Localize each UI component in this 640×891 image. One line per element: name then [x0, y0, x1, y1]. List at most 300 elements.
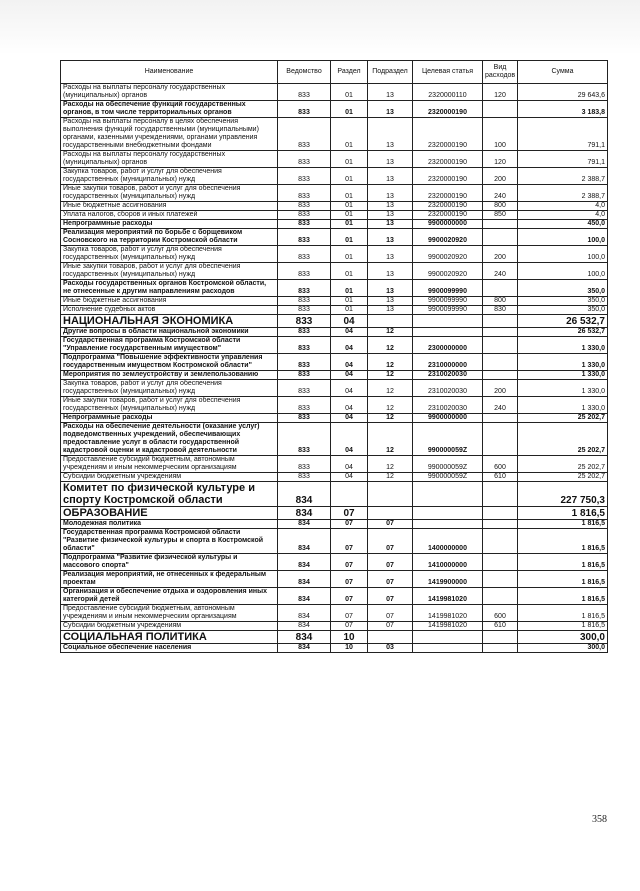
cell-subsection: 13 — [368, 229, 413, 246]
table-row — [61, 371, 608, 380]
cell-department: 833 — [278, 328, 331, 337]
table-row — [61, 588, 608, 605]
cell-target-item: 2310000000 — [413, 354, 483, 371]
cell-section: 07 — [331, 605, 368, 622]
cell-expense-type — [483, 571, 518, 588]
cell-subsection: 13 — [368, 118, 413, 151]
cell-name: Непрограммные расходы — [61, 414, 278, 423]
cell-amount: 4,0 — [518, 202, 608, 211]
cell-subsection: 07 — [368, 520, 413, 529]
cell-amount: 1 330,0 — [518, 371, 608, 380]
cell-target-item: 2320000190 — [413, 151, 483, 168]
cell-amount: 26 532,7 — [518, 315, 608, 328]
cell-name: НАЦИОНАЛЬНАЯ ЭКОНОМИКА — [61, 315, 278, 328]
cell-amount: 1 330,0 — [518, 354, 608, 371]
cell-target-item: 990000059Z — [413, 456, 483, 473]
cell-department: 833 — [278, 414, 331, 423]
cell-department: 833 — [278, 185, 331, 202]
cell-target-item: 2320000190 — [413, 101, 483, 118]
cell-subsection: 13 — [368, 84, 413, 101]
table-row — [61, 631, 608, 644]
cell-section: 07 — [331, 520, 368, 529]
cell-expense-type — [483, 328, 518, 337]
cell-subsection: 12 — [368, 456, 413, 473]
cell-target-item: 9900099990 — [413, 297, 483, 306]
cell-name: Закупка товаров, работ и услуг для обеспечения государственных (муниципальных) нужд — [61, 380, 278, 397]
cell-department: 833 — [278, 371, 331, 380]
cell-amount: 1 816,5 — [518, 529, 608, 554]
cell-subsection: 12 — [368, 473, 413, 482]
table-row — [61, 380, 608, 397]
cell-subsection: 13 — [368, 280, 413, 297]
header-target-item: Целевая статья — [413, 61, 483, 84]
cell-subsection: 12 — [368, 371, 413, 380]
cell-target-item: 9900020920 — [413, 229, 483, 246]
cell-name: СОЦИАЛЬНАЯ ПОЛИТИКА — [61, 631, 278, 644]
cell-section: 04 — [331, 414, 368, 423]
cell-department: 833 — [278, 315, 331, 328]
cell-name: Непрограммные расходы — [61, 220, 278, 229]
cell-amount: 1 816,5 — [518, 520, 608, 529]
cell-amount: 350,0 — [518, 280, 608, 297]
cell-target-item: 9900020920 — [413, 263, 483, 280]
cell-expense-type: 600 — [483, 456, 518, 473]
cell-target-item: 2310020030 — [413, 380, 483, 397]
budget-table — [60, 60, 608, 653]
cell-subsection: 07 — [368, 588, 413, 605]
cell-department: 833 — [278, 263, 331, 280]
cell-target-item — [413, 507, 483, 520]
cell-target-item: 990000059Z — [413, 423, 483, 456]
cell-expense-type — [483, 482, 518, 507]
cell-expense-type: 610 — [483, 473, 518, 482]
cell-name: Предоставление субсидий бюджетным, автономным учреждениям и иным некоммерческим организациям — [61, 456, 278, 473]
cell-section: 01 — [331, 246, 368, 263]
table-row — [61, 84, 608, 101]
cell-amount: 1 330,0 — [518, 380, 608, 397]
table-row — [61, 306, 608, 315]
cell-subsection: 13 — [368, 185, 413, 202]
cell-subsection: 12 — [368, 354, 413, 371]
cell-subsection: 12 — [368, 337, 413, 354]
cell-name: Субсидии бюджетным учреждениям — [61, 622, 278, 631]
cell-department: 833 — [278, 246, 331, 263]
table-row — [61, 328, 608, 337]
table-row — [61, 246, 608, 263]
cell-target-item — [413, 482, 483, 507]
cell-amount: 2 388,7 — [518, 185, 608, 202]
cell-name: Расходы на обеспечение деятельности (оказание услуг) подведомственных учреждений, обеспечивающих предоставление услуг в области государственной кадастровой оценки и кадастровой деятельности — [61, 423, 278, 456]
cell-amount: 2 388,7 — [518, 168, 608, 185]
table-row — [61, 397, 608, 414]
cell-department: 833 — [278, 337, 331, 354]
cell-name: Закупка товаров, работ и услуг для обеспечения государственных (муниципальных) нужд — [61, 168, 278, 185]
table-row — [61, 280, 608, 297]
cell-section: 04 — [331, 380, 368, 397]
cell-section: 07 — [331, 571, 368, 588]
cell-subsection: 13 — [368, 211, 413, 220]
cell-section: 04 — [331, 315, 368, 328]
cell-amount: 791,1 — [518, 118, 608, 151]
cell-subsection: 13 — [368, 263, 413, 280]
cell-expense-type — [483, 280, 518, 297]
cell-section: 07 — [331, 507, 368, 520]
cell-section: 01 — [331, 306, 368, 315]
cell-expense-type: 120 — [483, 84, 518, 101]
cell-amount: 450,0 — [518, 220, 608, 229]
table-row — [61, 622, 608, 631]
cell-expense-type — [483, 423, 518, 456]
cell-expense-type — [483, 220, 518, 229]
cell-expense-type — [483, 520, 518, 529]
header-expense-type: Вид расходов — [483, 61, 518, 84]
cell-subsection — [368, 631, 413, 644]
cell-department: 834 — [278, 571, 331, 588]
cell-subsection — [368, 482, 413, 507]
cell-expense-type — [483, 588, 518, 605]
cell-amount: 25 202,7 — [518, 456, 608, 473]
cell-department: 833 — [278, 118, 331, 151]
cell-expense-type: 800 — [483, 297, 518, 306]
cell-name: Иные закупки товаров, работ и услуг для обеспечения государственных (муниципальных) нужд — [61, 397, 278, 414]
cell-target-item — [413, 631, 483, 644]
cell-section: 01 — [331, 118, 368, 151]
cell-subsection: 13 — [368, 306, 413, 315]
cell-department: 834 — [278, 482, 331, 507]
cell-expense-type: 240 — [483, 263, 518, 280]
cell-target-item: 1419900000 — [413, 571, 483, 588]
cell-department: 833 — [278, 220, 331, 229]
cell-expense-type: 850 — [483, 211, 518, 220]
cell-subsection: 07 — [368, 529, 413, 554]
cell-department: 833 — [278, 211, 331, 220]
cell-target-item: 9900000000 — [413, 414, 483, 423]
cell-amount: 3 183,8 — [518, 101, 608, 118]
cell-section: 04 — [331, 423, 368, 456]
cell-name: Реализация мероприятий, не отнесенных к федеральным проектам — [61, 571, 278, 588]
table-row — [61, 220, 608, 229]
table-row — [61, 482, 608, 507]
cell-subsection — [368, 507, 413, 520]
cell-section: 07 — [331, 529, 368, 554]
cell-section: 01 — [331, 168, 368, 185]
cell-name: Подпрограмма "Развитие физической культуры и массового спорта" — [61, 554, 278, 571]
page-number: 358 — [592, 814, 607, 825]
cell-expense-type — [483, 414, 518, 423]
cell-section: 01 — [331, 297, 368, 306]
cell-name: Уплата налогов, сборов и иных платежей — [61, 211, 278, 220]
cell-name: Предоставление субсидий бюджетным, автономным учреждениям и иным некоммерческим организациям — [61, 605, 278, 622]
cell-section: 07 — [331, 588, 368, 605]
cell-name: Государственная программа Костромской области "Развитие физической культуры и спорта в Костромской области" — [61, 529, 278, 554]
cell-amount: 1 816,5 — [518, 605, 608, 622]
cell-amount: 300,0 — [518, 644, 608, 653]
table-row — [61, 337, 608, 354]
cell-department: 833 — [278, 202, 331, 211]
cell-name: Иные бюджетные ассигнования — [61, 202, 278, 211]
cell-department: 834 — [278, 588, 331, 605]
cell-department: 834 — [278, 507, 331, 520]
cell-expense-type: 600 — [483, 605, 518, 622]
cell-amount: 29 643,6 — [518, 84, 608, 101]
cell-target-item: 9900000000 — [413, 220, 483, 229]
cell-section: 04 — [331, 337, 368, 354]
cell-amount: 4,0 — [518, 211, 608, 220]
cell-expense-type: 120 — [483, 151, 518, 168]
cell-subsection: 07 — [368, 571, 413, 588]
cell-name: Расходы государственных органов Костромской области, не отнесенные к другим направлениям расходов — [61, 280, 278, 297]
cell-expense-type — [483, 315, 518, 328]
cell-name: ОБРАЗОВАНИЕ — [61, 507, 278, 520]
cell-expense-type — [483, 644, 518, 653]
cell-expense-type: 240 — [483, 397, 518, 414]
cell-subsection: 12 — [368, 328, 413, 337]
cell-name: Исполнение судебных актов — [61, 306, 278, 315]
cell-name: Молодежная политика — [61, 520, 278, 529]
table-row — [61, 644, 608, 653]
table-row — [61, 571, 608, 588]
cell-target-item — [413, 520, 483, 529]
cell-section: 04 — [331, 397, 368, 414]
cell-name: Комитет по физической культуре и спорту Костромской области — [61, 482, 278, 507]
table-row — [61, 168, 608, 185]
header-department: Ведомство — [278, 61, 331, 84]
cell-subsection: 13 — [368, 202, 413, 211]
table-row — [61, 211, 608, 220]
cell-target-item: 9900099990 — [413, 306, 483, 315]
cell-name: Расходы на выплаты персоналу в целях обеспечения выполнения функций государственными (муниципальными) органами, казенными учреждениями, органами управления государственными внебюджетными фондами — [61, 118, 278, 151]
cell-section: 10 — [331, 644, 368, 653]
table-row — [61, 118, 608, 151]
cell-target-item: 2310020030 — [413, 397, 483, 414]
cell-section: 01 — [331, 202, 368, 211]
cell-subsection: 07 — [368, 622, 413, 631]
cell-department: 833 — [278, 229, 331, 246]
table-header-row — [61, 61, 608, 84]
cell-target-item: 2320000190 — [413, 211, 483, 220]
cell-name: Другие вопросы в области национальной экономики — [61, 328, 278, 337]
cell-section: 01 — [331, 263, 368, 280]
cell-expense-type — [483, 507, 518, 520]
cell-expense-type — [483, 529, 518, 554]
cell-amount: 100,0 — [518, 229, 608, 246]
cell-amount: 1 330,0 — [518, 337, 608, 354]
cell-expense-type: 100 — [483, 118, 518, 151]
cell-department: 833 — [278, 380, 331, 397]
cell-section: 04 — [331, 354, 368, 371]
cell-department: 833 — [278, 280, 331, 297]
cell-expense-type — [483, 101, 518, 118]
cell-department: 833 — [278, 168, 331, 185]
cell-department: 833 — [278, 306, 331, 315]
cell-expense-type — [483, 337, 518, 354]
cell-section: 07 — [331, 554, 368, 571]
table-row — [61, 605, 608, 622]
cell-subsection: 03 — [368, 644, 413, 653]
cell-section: 01 — [331, 84, 368, 101]
cell-amount: 25 202,7 — [518, 473, 608, 482]
cell-amount: 1 816,5 — [518, 588, 608, 605]
cell-target-item: 1419981020 — [413, 588, 483, 605]
cell-department: 834 — [278, 554, 331, 571]
cell-subsection: 12 — [368, 423, 413, 456]
cell-amount: 1 816,5 — [518, 571, 608, 588]
cell-expense-type: 200 — [483, 246, 518, 263]
cell-section: 01 — [331, 220, 368, 229]
cell-name: Организация и обеспечение отдыха и оздоровления иных категорий детей — [61, 588, 278, 605]
cell-amount: 350,0 — [518, 306, 608, 315]
cell-subsection: 07 — [368, 554, 413, 571]
cell-amount: 1 816,5 — [518, 507, 608, 520]
header-subsection: Подраздел — [368, 61, 413, 84]
cell-amount: 26 532,7 — [518, 328, 608, 337]
cell-target-item: 2320000190 — [413, 202, 483, 211]
cell-department: 833 — [278, 101, 331, 118]
cell-subsection: 13 — [368, 246, 413, 263]
cell-department: 833 — [278, 84, 331, 101]
cell-department: 833 — [278, 473, 331, 482]
cell-name: Расходы на выплаты персоналу государственных (муниципальных) органов — [61, 151, 278, 168]
cell-subsection — [368, 315, 413, 328]
cell-target-item: 1419981020 — [413, 605, 483, 622]
table-row — [61, 423, 608, 456]
cell-section: 01 — [331, 211, 368, 220]
cell-expense-type: 200 — [483, 380, 518, 397]
table-row — [61, 507, 608, 520]
cell-department: 833 — [278, 423, 331, 456]
table-row — [61, 263, 608, 280]
header-name: Наименование — [61, 61, 278, 84]
cell-subsection: 12 — [368, 397, 413, 414]
cell-department: 833 — [278, 297, 331, 306]
cell-name: Социальное обеспечение населения — [61, 644, 278, 653]
cell-department: 833 — [278, 397, 331, 414]
cell-subsection: 13 — [368, 151, 413, 168]
cell-expense-type — [483, 354, 518, 371]
cell-expense-type — [483, 554, 518, 571]
cell-target-item — [413, 315, 483, 328]
cell-target-item: 2320000190 — [413, 118, 483, 151]
cell-department: 834 — [278, 520, 331, 529]
cell-name: Субсидии бюджетным учреждениям — [61, 473, 278, 482]
cell-target-item: 1419981020 — [413, 622, 483, 631]
cell-department: 833 — [278, 151, 331, 168]
cell-section: 04 — [331, 456, 368, 473]
header-amount: Сумма — [518, 61, 608, 84]
cell-department: 834 — [278, 631, 331, 644]
cell-expense-type — [483, 631, 518, 644]
cell-name: Иные бюджетные ассигнования — [61, 297, 278, 306]
table-row — [61, 473, 608, 482]
cell-department: 833 — [278, 456, 331, 473]
cell-name: Иные закупки товаров, работ и услуг для обеспечения государственных (муниципальных) нужд — [61, 263, 278, 280]
table-row — [61, 151, 608, 168]
cell-target-item: 990000059Z — [413, 473, 483, 482]
cell-target-item: 9900099990 — [413, 280, 483, 297]
cell-section: 01 — [331, 280, 368, 297]
cell-amount: 1 816,5 — [518, 554, 608, 571]
cell-department: 834 — [278, 605, 331, 622]
cell-expense-type: 800 — [483, 202, 518, 211]
cell-amount: 1 330,0 — [518, 397, 608, 414]
cell-target-item: 1410000000 — [413, 554, 483, 571]
cell-section: 01 — [331, 229, 368, 246]
cell-subsection: 13 — [368, 297, 413, 306]
cell-amount: 25 202,7 — [518, 423, 608, 456]
table-row — [61, 456, 608, 473]
cell-amount: 100,0 — [518, 263, 608, 280]
table-row — [61, 520, 608, 529]
cell-section: 04 — [331, 371, 368, 380]
cell-section: 07 — [331, 622, 368, 631]
cell-name: Реализация мероприятий по борьбе с борщевиком Сосновского на территории Костромской области — [61, 229, 278, 246]
cell-target-item: 2300000000 — [413, 337, 483, 354]
cell-target-item: 1400000000 — [413, 529, 483, 554]
cell-section: 04 — [331, 328, 368, 337]
cell-name: Расходы на выплаты персоналу государственных (муниципальных) органов — [61, 84, 278, 101]
cell-amount: 100,0 — [518, 246, 608, 263]
cell-expense-type: 240 — [483, 185, 518, 202]
table-row — [61, 101, 608, 118]
cell-subsection: 13 — [368, 220, 413, 229]
cell-department: 834 — [278, 644, 331, 653]
table-row — [61, 297, 608, 306]
cell-section: 10 — [331, 631, 368, 644]
cell-name: Мероприятия по землеустройству и землепользованию — [61, 371, 278, 380]
cell-subsection: 13 — [368, 168, 413, 185]
table-row — [61, 315, 608, 328]
cell-department: 834 — [278, 622, 331, 631]
cell-subsection: 12 — [368, 414, 413, 423]
cell-department: 834 — [278, 529, 331, 554]
cell-amount: 25 202,7 — [518, 414, 608, 423]
scan-shading — [0, 0, 640, 55]
cell-expense-type — [483, 371, 518, 380]
table-row — [61, 354, 608, 371]
cell-section — [331, 482, 368, 507]
cell-expense-type: 830 — [483, 306, 518, 315]
cell-target-item: 2320000110 — [413, 84, 483, 101]
cell-expense-type — [483, 229, 518, 246]
cell-name: Иные закупки товаров, работ и услуг для обеспечения государственных (муниципальных) нужд — [61, 185, 278, 202]
table-row — [61, 229, 608, 246]
cell-amount: 791,1 — [518, 151, 608, 168]
cell-name: Расходы на обеспечение функций государственных органов, в том числе территориальных органов — [61, 101, 278, 118]
cell-target-item: 2320000190 — [413, 185, 483, 202]
table-row — [61, 529, 608, 554]
cell-amount: 350,0 — [518, 297, 608, 306]
cell-expense-type: 200 — [483, 168, 518, 185]
header-section: Раздел — [331, 61, 368, 84]
cell-name: Закупка товаров, работ и услуг для обеспечения государственных (муниципальных) нужд — [61, 246, 278, 263]
cell-section: 01 — [331, 101, 368, 118]
cell-target-item: 9900020920 — [413, 246, 483, 263]
cell-amount: 227 750,3 — [518, 482, 608, 507]
cell-section: 01 — [331, 151, 368, 168]
table-row — [61, 554, 608, 571]
table-row — [61, 414, 608, 423]
cell-section: 04 — [331, 473, 368, 482]
cell-department: 833 — [278, 354, 331, 371]
cell-subsection: 07 — [368, 605, 413, 622]
cell-amount: 300,0 — [518, 631, 608, 644]
cell-name: Подпрограмма "Повышение эффективности управления государственным имуществом Костромской области" — [61, 354, 278, 371]
cell-amount: 1 816,5 — [518, 622, 608, 631]
cell-expense-type: 610 — [483, 622, 518, 631]
cell-target-item: 2320000190 — [413, 168, 483, 185]
cell-target-item — [413, 644, 483, 653]
cell-target-item — [413, 328, 483, 337]
